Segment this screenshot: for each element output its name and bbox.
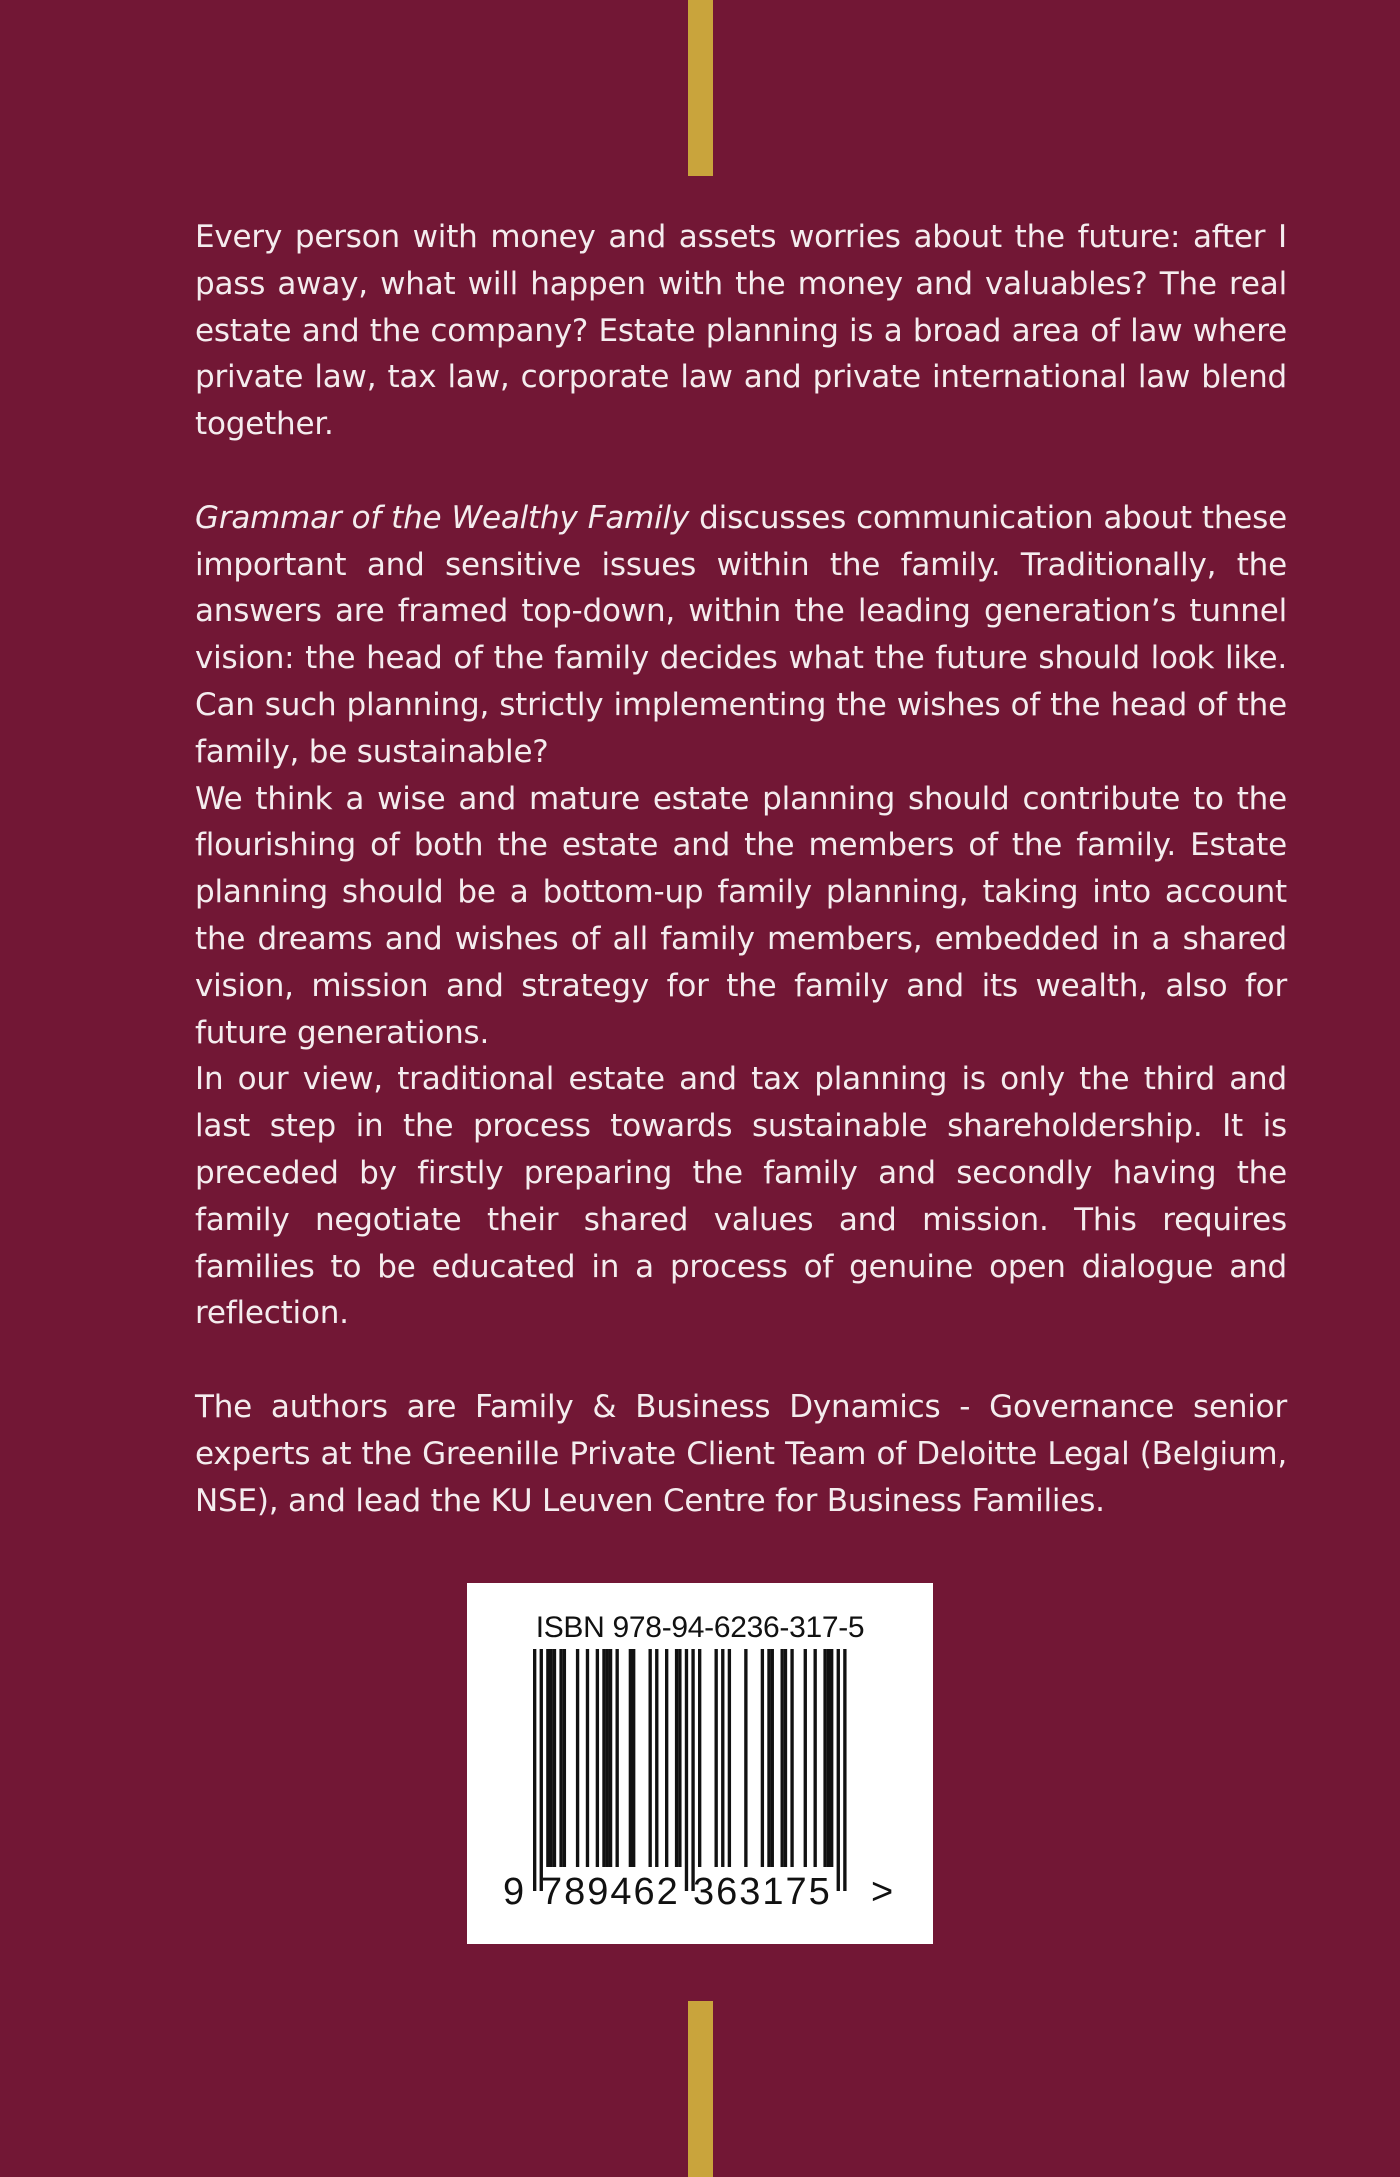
barcode-bar (721, 1649, 724, 1867)
barcode-bar (728, 1649, 731, 1867)
barcode-bar (784, 1649, 787, 1867)
barcode-bar (563, 1649, 566, 1867)
barcode-right-digits: 363175 (693, 1871, 832, 1913)
barcode-bar (830, 1649, 833, 1867)
barcode-bar (559, 1649, 562, 1867)
blurb-paragraph-2 (195, 495, 1287, 776)
barcode-bar (771, 1649, 774, 1867)
barcode-bar (632, 1649, 635, 1867)
blurb-paragraph-3: We think a wise and mature estate planning should contribute to the flourishing of both the estate and the members of the family. Estate planning should be a bottom-up family planning, taking into account the dreams and wishes of all family members, embedded in a shared vision, mission and strategy for the family and its wealth, also for future generations. (195, 780, 1287, 1051)
barcode-bar (596, 1649, 599, 1867)
barcode-bar (546, 1649, 549, 1867)
barcode-bar (576, 1649, 579, 1867)
barcode-bar (629, 1649, 632, 1867)
barcode-bar (761, 1649, 764, 1867)
barcode-left-digits: 789462 (541, 1871, 680, 1913)
barcode-bar (744, 1649, 747, 1867)
barcode-quiet-zone-mark: > (871, 1871, 896, 1913)
barcode-bar (678, 1649, 681, 1867)
barcode-bar (553, 1649, 556, 1867)
barcode-bar (837, 1649, 840, 1891)
barcode-bar (616, 1649, 619, 1867)
barcode-bar (767, 1649, 770, 1867)
barcode-bar (655, 1649, 658, 1867)
isbn-barcode (467, 1583, 933, 1944)
blurb-paragraph-5: The authors are Family & Business Dynamics - Governance senior experts at the Greenille Private Client Team of Deloitte Legal (Belgium, NSE), and lead the KU Leuven Centre for Business Families. (195, 1388, 1287, 1519)
barcode-bar (550, 1649, 553, 1867)
top-accent-bar (688, 0, 713, 176)
barcode-bar (685, 1649, 688, 1891)
barcode-bar (540, 1649, 543, 1891)
book-title-italic: Grammar of the Wealthy Family (195, 499, 690, 536)
barcode-bar (823, 1649, 826, 1867)
barcode-bar (843, 1649, 846, 1891)
barcode-bar (602, 1649, 605, 1867)
bottom-accent-bar (688, 2001, 713, 2177)
barcode-bar (606, 1649, 609, 1867)
barcode-bar (665, 1649, 668, 1867)
barcode-bar (533, 1649, 536, 1891)
barcode-bar (827, 1649, 830, 1867)
isbn-label: ISBN 978-94-6236-317-5 (535, 1611, 865, 1644)
blurb-paragraph-2-text: discusses communication about these important and sensitive issues within the family. Traditionally, the answers are framed top-down, within the leading generation’s tunnel vision: the head of the family decides what the future should look like. Can such planning, strictly implementing the wishes of the head of the family, be sustainable? (195, 499, 1287, 770)
barcode-bar (691, 1649, 694, 1891)
barcode-bar (814, 1649, 817, 1867)
barcode-bar (609, 1649, 612, 1867)
blurb-paragraph-4: In our view, traditional estate and tax planning is only the third and last step in the process towards sustainable shareholdership. It is preceded by firstly preparing the family and secondly having the family negotiate their shared values and mission. This requires families to be educated in a process of genuine open dialogue and reflection. (195, 1061, 1287, 1332)
barcode-bar (586, 1649, 589, 1867)
barcode-bar (790, 1649, 793, 1867)
blurb-paragraph-1: Every person with money and assets worries about the future: after I pass away, what will happen with the money and valuables? The real estate and the company? Estate planning is a broad area of law where private law, tax law, corporate law and private international law blend together. (195, 219, 1287, 443)
barcode-bar (675, 1649, 678, 1867)
barcode-bar (781, 1649, 784, 1867)
back-cover-blurb (195, 214, 1287, 1524)
barcode-bar (649, 1649, 652, 1867)
barcode-bar (804, 1649, 807, 1867)
barcode-bar (715, 1649, 718, 1867)
barcode-lead-digit: 9 (503, 1871, 527, 1913)
barcode-bar (698, 1649, 701, 1867)
